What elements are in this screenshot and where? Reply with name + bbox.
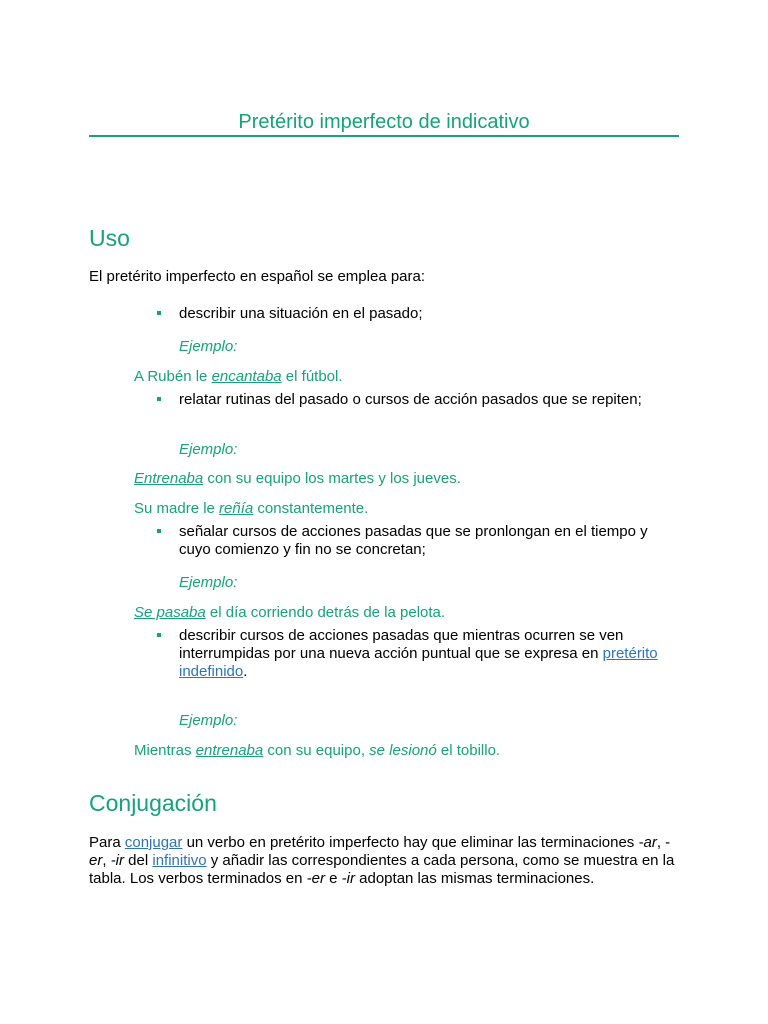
bullet-text: relatar rutinas del pasado o cursos de acción pasados que se repiten; — [179, 391, 642, 408]
section-heading-conjugacion: Conjugación — [89, 790, 217, 816]
example-sentence: Se pasaba el día corriendo detrás de la pelota. — [134, 604, 446, 621]
bullet-text: describir una situación en el pasado; — [179, 305, 423, 322]
bullet-marker — [157, 529, 161, 533]
link-infinitivo[interactable]: infinitivo — [152, 852, 207, 869]
conjugacion-paragraph: Para conjugar un verbo en pretérito imperfecto hay que eliminar las terminaciones -ar, - er, -ir del infinitivo y añadir las correspondientes a cada persona, como se muestra en la tabla. Los verbos terminados en -er e -ir adoptan las mismas terminaciones. — [89, 834, 675, 887]
example-label: Ejemplo: — [179, 441, 238, 458]
page-title: Pretérito imperfecto de indicativo — [89, 111, 679, 137]
bullet-marker — [157, 311, 161, 315]
section-heading-uso: Uso — [89, 225, 130, 251]
example-sentence: Entrenaba con su equipo los martes y los jueves. — [134, 470, 461, 487]
link-preterito-indefinido-cont[interactable]: indefinido — [179, 663, 244, 680]
bullet-marker — [157, 397, 161, 401]
example-label: Ejemplo: — [179, 574, 238, 591]
link-conjugar[interactable]: conjugar — [124, 834, 183, 851]
bullet-text: describir cursos de acciones pasadas que mientras ocurren se ven interrumpidas por una nueva acción puntual que se expresa en pretérito indefinido. — [179, 627, 658, 680]
example-label: Ejemplo: — [179, 712, 238, 729]
example-sentence: Su madre le reñía constantemente. — [134, 500, 369, 517]
example-sentence: A Rubén le encantaba el fútbol. — [134, 368, 343, 385]
bullet-text: señalar cursos de acciones pasadas que se pronlongan en el tiempo y cuyo comienzo y fin no se concretan; — [179, 523, 648, 558]
example-label: Ejemplo: — [179, 338, 238, 355]
bullet-marker — [157, 633, 161, 637]
uso-intro: El pretérito imperfecto en español se emplea para: — [89, 268, 426, 285]
link-preterito-indefinido[interactable]: pretérito — [602, 645, 658, 662]
example-sentence: Mientras entrenaba con su equipo, se lesionó el tobillo. — [134, 742, 501, 759]
